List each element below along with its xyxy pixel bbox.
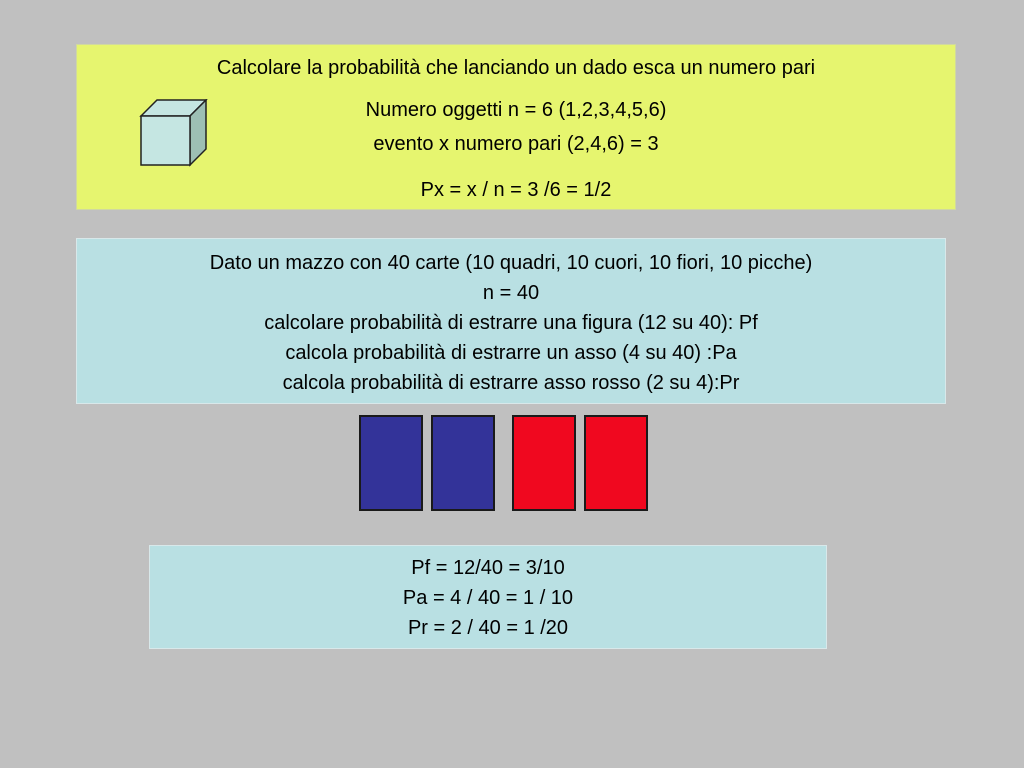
result-pr: Pr = 2 / 40 = 1 /20 (407, 617, 569, 639)
dice-title: Calcolare la probabilità che lanciando un dado esca un numero pari (216, 57, 816, 79)
cube-icon (139, 99, 209, 167)
cards-problem-panel (76, 238, 946, 404)
cube-front-face (141, 116, 190, 165)
deck-count: n = 40 (482, 282, 540, 304)
result-pf: Pf = 12/40 = 3/10 (411, 557, 565, 579)
card-blue-2 (431, 415, 495, 511)
result-pa: Pa = 4 / 40 = 1 / 10 (402, 587, 574, 609)
dice-objects-count: Numero oggetti n = 6 (1,2,3,4,5,6) (365, 99, 667, 121)
results-panel (149, 545, 827, 649)
card-red-1 (512, 415, 576, 511)
figure-probability-task: calcolare probabilità di estrarre una figura (12 su 40): Pf (264, 312, 758, 334)
dice-probability: Px = x / n = 3 /6 = 1/2 (420, 179, 612, 201)
card-blue-1 (359, 415, 423, 511)
ace-probability-task: calcola probabilità di estrarre un asso (4 su 40) :Pa (285, 342, 737, 364)
deck-description: Dato un mazzo con 40 carte (10 quadri, 10 cuori, 10 fiori, 10 picche) (209, 252, 813, 274)
dice-event-count: evento x numero pari (2,4,6) = 3 (373, 133, 659, 155)
card-red-2 (584, 415, 648, 511)
red-ace-probability-task: calcola probabilità di estrarre asso rosso (2 su 4):Pr (282, 372, 740, 394)
